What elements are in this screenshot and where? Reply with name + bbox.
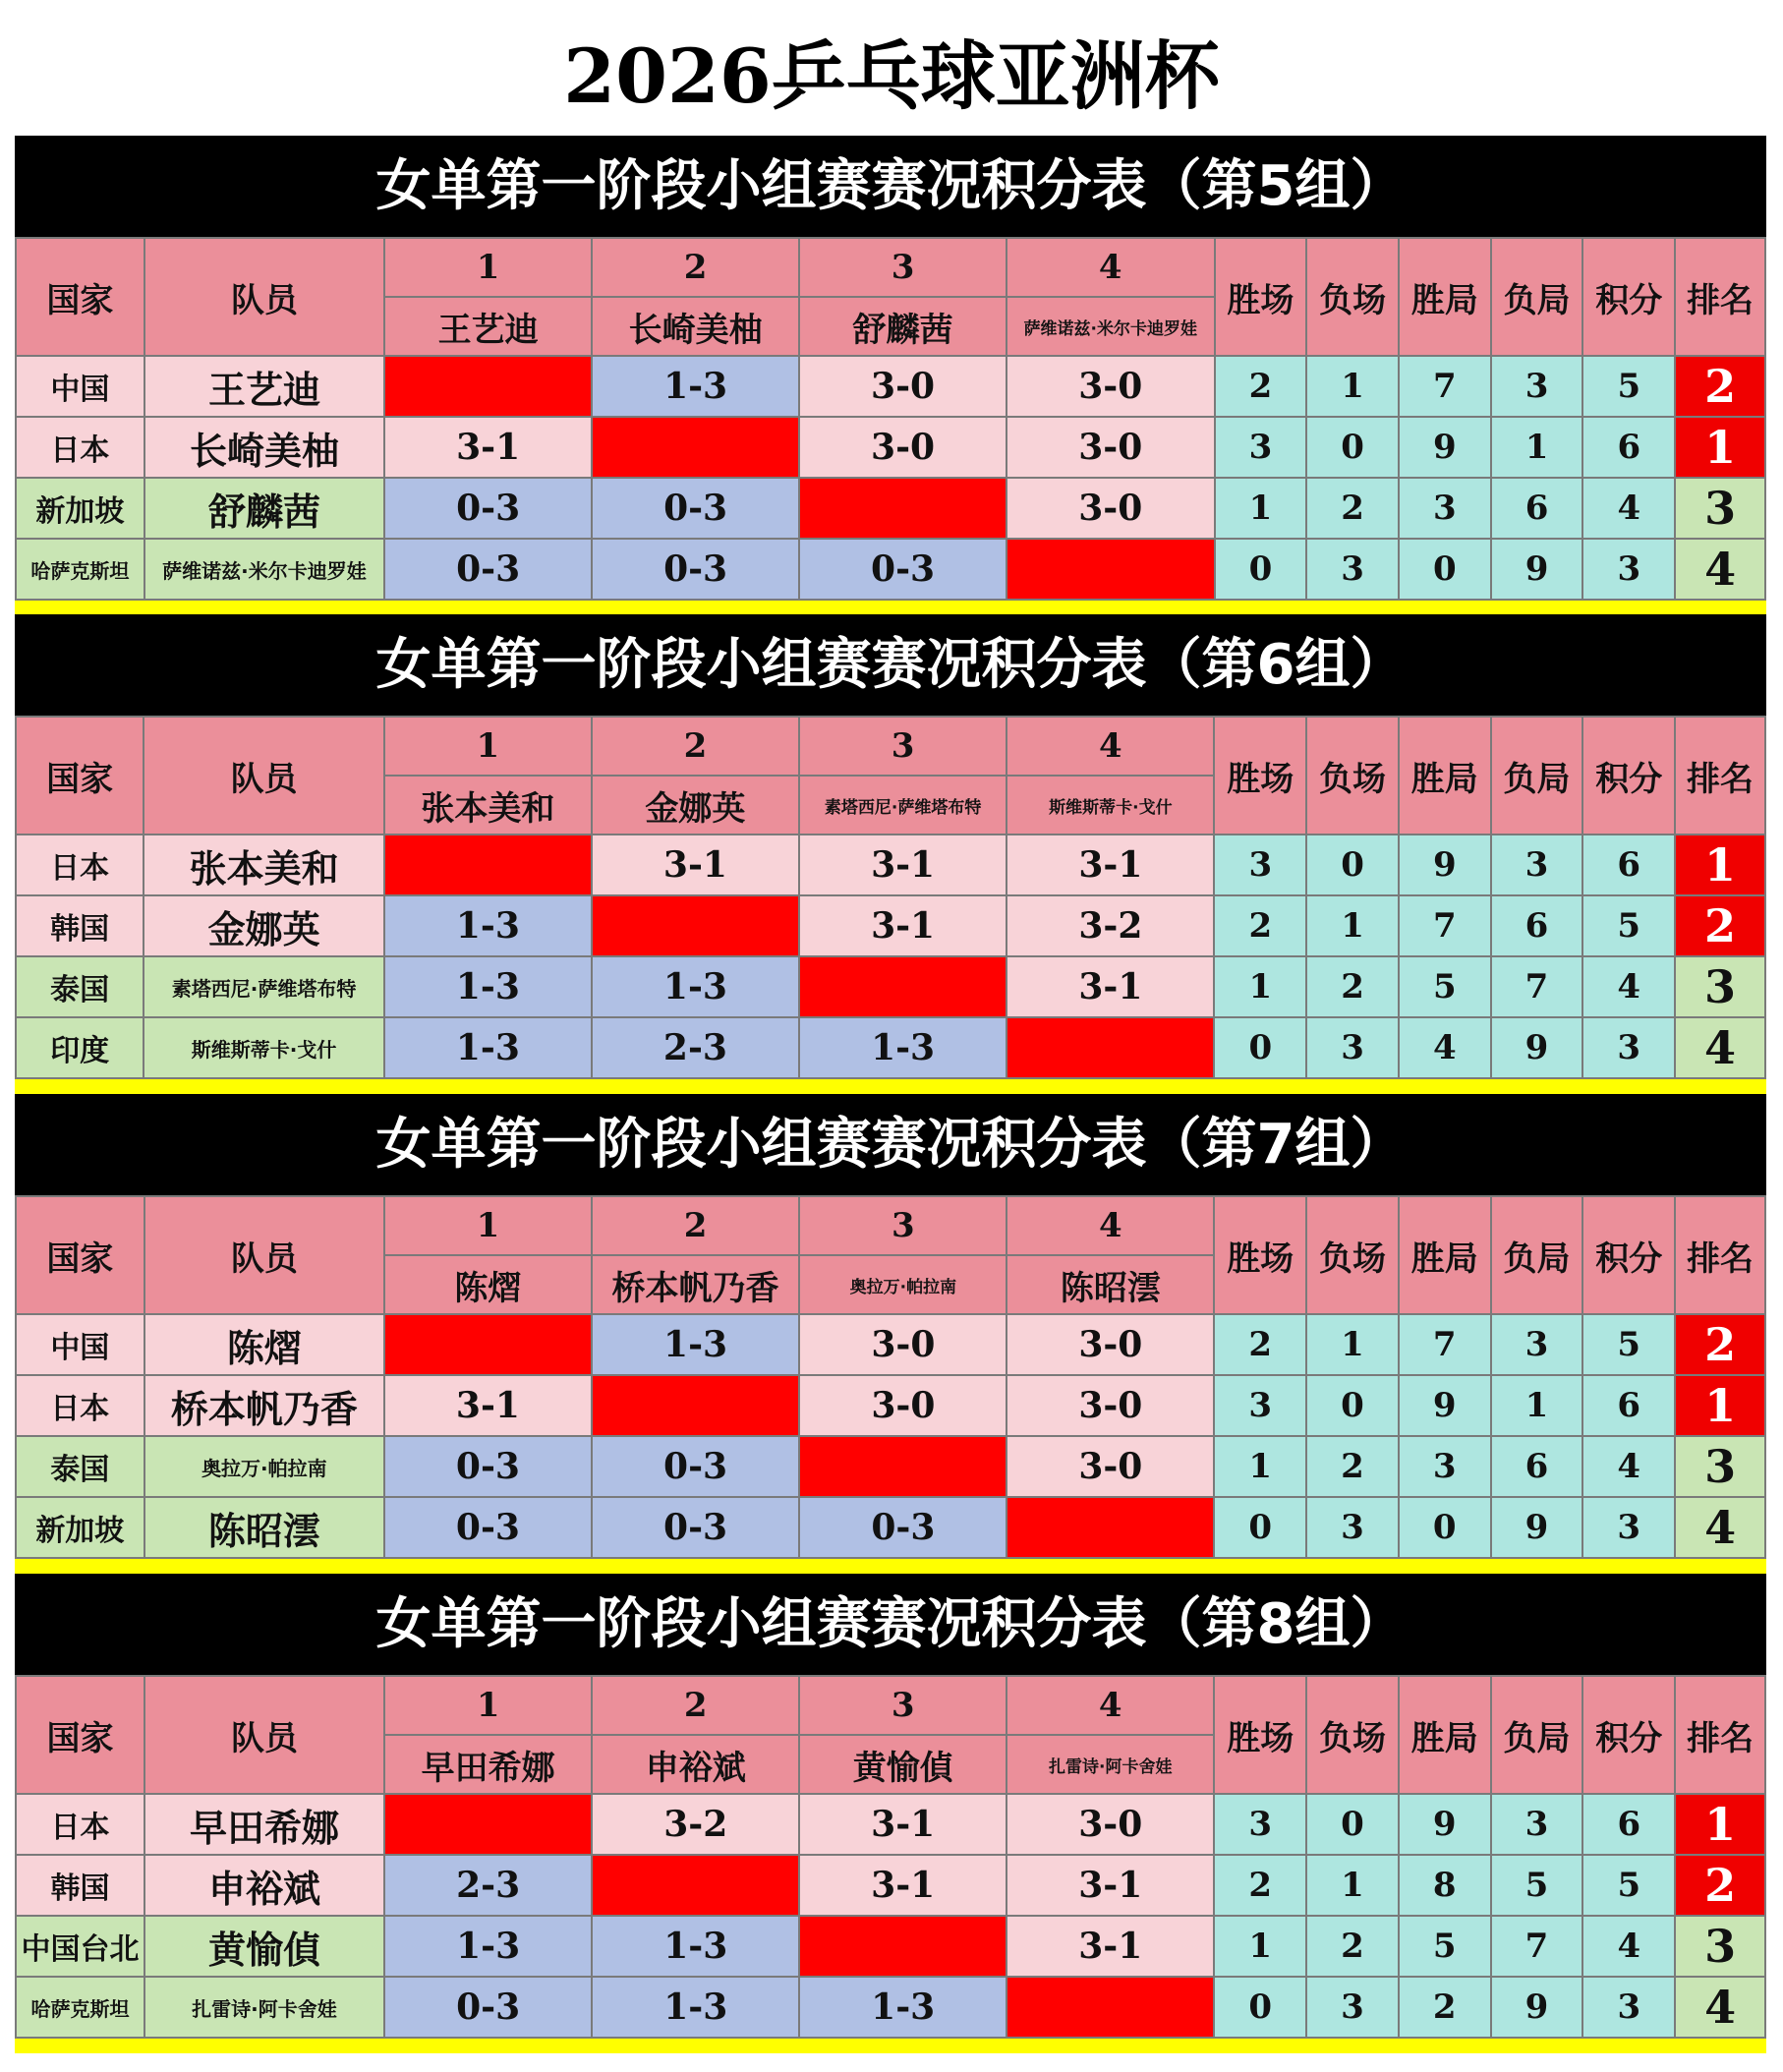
header-opponent-name: 长崎美柚 — [592, 297, 799, 356]
header-opponent-name: 扎雷诗·阿卡舍娃 — [1007, 1735, 1214, 1794]
stat-cell: 3 — [1491, 1314, 1583, 1375]
player-cell: 早田希娜 — [144, 1794, 384, 1855]
stat-cell: 9 — [1491, 1977, 1583, 2038]
section-divider — [15, 2039, 1766, 2053]
rank-cell: 4 — [1675, 1017, 1765, 1078]
player-cell: 金娜英 — [144, 895, 383, 956]
rank-cell: 3 — [1675, 1916, 1765, 1977]
table-row — [16, 835, 1765, 895]
header-opponent-number: 4 — [1007, 717, 1214, 776]
table-row — [16, 1436, 1765, 1497]
score-cell: 3-1 — [592, 835, 799, 895]
stat-cell: 6 — [1582, 1794, 1675, 1855]
header-stat-2: 负场 — [1306, 717, 1399, 835]
score-cell: 1-3 — [592, 1916, 799, 1977]
stat-cell: 3 — [1582, 1017, 1675, 1078]
player-cell: 王艺迪 — [144, 356, 385, 417]
header-opponent-name: 王艺迪 — [384, 297, 592, 356]
stat-cell: 6 — [1491, 1436, 1583, 1497]
header-stat-4: 负局 — [1491, 1196, 1583, 1314]
stat-cell: 9 — [1491, 1497, 1583, 1558]
score-cell: 1-3 — [592, 1314, 800, 1375]
stat-cell: 0 — [1214, 1497, 1306, 1558]
score-cell: 0-3 — [592, 539, 799, 600]
score-cell: 0-3 — [384, 1436, 592, 1497]
score-cell: 3-1 — [799, 1855, 1007, 1916]
header-opponent-number: 4 — [1007, 1676, 1214, 1735]
stat-cell: 6 — [1491, 478, 1583, 539]
rank-cell: 1 — [1675, 417, 1765, 478]
self-match-cell — [1007, 1017, 1214, 1078]
stat-cell: 3 — [1582, 1977, 1675, 2038]
score-cell: 3-0 — [1007, 478, 1215, 539]
stat-cell: 1 — [1306, 356, 1399, 417]
table-row — [16, 1977, 1765, 2038]
table-row — [16, 417, 1765, 478]
header-opponent-number: 2 — [592, 238, 799, 297]
country-cell: 中国台北 — [16, 1916, 144, 1977]
table-row — [16, 895, 1765, 956]
score-cell: 1-3 — [799, 1017, 1007, 1078]
stat-cell: 6 — [1582, 417, 1675, 478]
stat-cell: 9 — [1399, 417, 1491, 478]
stat-cell: 0 — [1306, 417, 1399, 478]
table-row — [16, 1314, 1765, 1375]
score-cell: 3-1 — [799, 1794, 1007, 1855]
stat-cell: 1 — [1491, 1375, 1583, 1436]
table-row — [16, 1497, 1765, 1558]
stat-cell: 2 — [1214, 895, 1306, 956]
table-row — [16, 1017, 1765, 1078]
country-cell: 哈萨克斯坦 — [16, 539, 144, 600]
stat-cell: 3 — [1214, 835, 1306, 895]
stat-cell: 4 — [1582, 1916, 1675, 1977]
stat-cell: 2 — [1306, 1916, 1399, 1977]
self-match-cell — [384, 835, 592, 895]
stat-cell: 3 — [1399, 1436, 1491, 1497]
section-divider — [15, 1559, 1766, 1574]
stat-cell: 0 — [1214, 1017, 1306, 1078]
score-cell: 0-3 — [799, 1497, 1007, 1558]
header-stat-2: 负场 — [1306, 238, 1399, 356]
header-country: 国家 — [16, 1676, 144, 1794]
stat-cell: 4 — [1399, 1017, 1491, 1078]
country-cell: 日本 — [16, 417, 144, 478]
rank-cell: 4 — [1675, 1497, 1765, 1558]
country-cell: 日本 — [16, 1375, 144, 1436]
rank-cell: 4 — [1675, 539, 1765, 600]
score-cell: 0-3 — [384, 1977, 592, 2038]
player-cell: 奥拉万·帕拉南 — [144, 1436, 384, 1497]
header-stat-4: 负局 — [1491, 1676, 1583, 1794]
score-cell: 3-0 — [799, 417, 1007, 478]
stat-cell: 9 — [1491, 539, 1583, 600]
standings-table — [15, 1675, 1766, 2039]
self-match-cell — [799, 478, 1007, 539]
score-cell: 2-3 — [384, 1855, 592, 1916]
header-stat-3: 胜局 — [1399, 238, 1491, 356]
player-cell: 黄愉偵 — [144, 1916, 384, 1977]
country-cell: 印度 — [16, 1017, 144, 1078]
player-cell: 张本美和 — [144, 835, 383, 895]
stat-cell: 0 — [1399, 1497, 1491, 1558]
header-opponent-name: 桥本帆乃香 — [592, 1255, 800, 1314]
standings-table — [15, 716, 1766, 1079]
stat-cell: 6 — [1582, 1375, 1675, 1436]
stat-cell: 3 — [1491, 1794, 1583, 1855]
score-cell: 3-1 — [1007, 835, 1214, 895]
country-cell: 泰国 — [16, 1436, 144, 1497]
player-cell: 长崎美柚 — [144, 417, 385, 478]
score-cell: 3-0 — [1007, 1436, 1214, 1497]
player-cell: 萨维诺兹·米尔卡迪罗娃 — [144, 539, 385, 600]
table-row — [16, 356, 1765, 417]
rank-cell: 2 — [1675, 1855, 1765, 1916]
stat-cell: 5 — [1399, 1916, 1491, 1977]
header-stat-2: 负场 — [1306, 1196, 1399, 1314]
stat-cell: 3 — [1306, 1977, 1399, 2038]
table-row — [16, 478, 1765, 539]
header-opponent-number: 3 — [799, 717, 1007, 776]
stat-cell: 8 — [1399, 1855, 1491, 1916]
header-country: 国家 — [16, 1196, 144, 1314]
header-opponent-name: 舒麟茜 — [799, 297, 1007, 356]
country-cell: 中国 — [16, 1314, 144, 1375]
table-row — [16, 1916, 1765, 1977]
header-opponent-name: 奥拉万·帕拉南 — [799, 1255, 1007, 1314]
score-cell: 1-3 — [384, 895, 592, 956]
self-match-cell — [799, 1436, 1007, 1497]
standings-table — [15, 237, 1766, 601]
header-opponent-number: 3 — [799, 1676, 1007, 1735]
table-row — [16, 1375, 1765, 1436]
header-player: 队员 — [144, 1196, 384, 1314]
stat-cell: 4 — [1582, 956, 1675, 1017]
score-cell: 3-0 — [1007, 1314, 1214, 1375]
stat-cell: 1 — [1214, 1916, 1306, 1977]
stat-cell: 2 — [1214, 1855, 1306, 1916]
stat-cell: 3 — [1306, 1017, 1399, 1078]
standings-table — [15, 1195, 1766, 1559]
score-cell: 1-3 — [384, 1017, 592, 1078]
stat-cell: 9 — [1399, 1375, 1491, 1436]
stat-cell: 2 — [1399, 1977, 1491, 2038]
score-cell: 3-1 — [384, 417, 592, 478]
score-cell: 3-1 — [1007, 956, 1214, 1017]
stat-cell: 2 — [1215, 356, 1307, 417]
country-cell: 哈萨克斯坦 — [16, 1977, 144, 2038]
header-opponent-name: 黄愉偵 — [799, 1735, 1007, 1794]
score-cell: 3-1 — [1007, 1855, 1214, 1916]
stat-cell: 2 — [1306, 478, 1399, 539]
header-stat-1: 胜场 — [1214, 1676, 1306, 1794]
header-player: 队员 — [144, 717, 383, 835]
country-cell: 泰国 — [16, 956, 144, 1017]
header-stat-6: 排名 — [1675, 1676, 1765, 1794]
table-row — [16, 1794, 1765, 1855]
header-country: 国家 — [16, 717, 144, 835]
player-cell: 扎雷诗·阿卡舍娃 — [144, 1977, 384, 2038]
group-5-section — [15, 136, 1766, 615]
header-opponent-name: 张本美和 — [384, 776, 592, 835]
score-cell: 3-0 — [1007, 1375, 1214, 1436]
player-cell: 素塔西尼·萨维塔布特 — [144, 956, 383, 1017]
score-cell: 3-0 — [799, 1314, 1007, 1375]
player-cell: 斯维斯蒂卡·戈什 — [144, 1017, 383, 1078]
score-cell: 1-3 — [799, 1977, 1007, 2038]
header-opponent-number: 2 — [592, 1676, 799, 1735]
score-cell: 0-3 — [592, 1436, 800, 1497]
country-cell: 新加坡 — [16, 1497, 144, 1558]
header-player: 队员 — [144, 238, 385, 356]
group-6-section — [15, 614, 1766, 1094]
table-row — [16, 1855, 1765, 1916]
stat-cell: 0 — [1214, 1977, 1306, 2038]
stat-cell: 0 — [1306, 1794, 1399, 1855]
header-stat-4: 负局 — [1491, 238, 1583, 356]
stat-cell: 3 — [1582, 539, 1675, 600]
score-cell: 1-3 — [384, 1916, 592, 1977]
stat-cell: 3 — [1215, 417, 1307, 478]
score-cell: 1-3 — [592, 1977, 799, 2038]
score-cell: 0-3 — [384, 1497, 592, 1558]
score-cell: 0-3 — [384, 478, 592, 539]
header-opponent-name: 素塔西尼·萨维塔布特 — [799, 776, 1007, 835]
stat-cell: 5 — [1399, 956, 1491, 1017]
score-cell: 3-0 — [1007, 356, 1215, 417]
stat-cell: 7 — [1399, 356, 1491, 417]
header-opponent-number: 1 — [384, 1676, 592, 1735]
header-opponent-number: 4 — [1007, 1196, 1214, 1255]
header-stat-1: 胜场 — [1214, 717, 1306, 835]
stat-cell: 2 — [1306, 956, 1399, 1017]
score-cell: 1-3 — [384, 956, 592, 1017]
header-stat-5: 积分 — [1582, 1196, 1675, 1314]
stat-cell: 6 — [1491, 895, 1583, 956]
self-match-cell — [1007, 539, 1215, 600]
score-cell: 3-1 — [1007, 1916, 1214, 1977]
rank-cell: 2 — [1675, 895, 1765, 956]
score-cell: 3-0 — [799, 1375, 1007, 1436]
rank-cell: 3 — [1675, 956, 1765, 1017]
country-cell: 韩国 — [16, 895, 144, 956]
stat-cell: 2 — [1214, 1314, 1306, 1375]
rank-cell: 1 — [1675, 1375, 1765, 1436]
stat-cell: 1 — [1214, 1436, 1306, 1497]
group-banner: 女单第一阶段小组赛赛况积分表（第6组） — [15, 614, 1766, 716]
self-match-cell — [592, 895, 799, 956]
score-cell: 3-0 — [1007, 417, 1215, 478]
stat-cell: 1 — [1306, 1855, 1399, 1916]
stat-cell: 9 — [1399, 835, 1491, 895]
stat-cell: 6 — [1582, 835, 1675, 895]
table-row — [16, 539, 1765, 600]
score-cell: 0-3 — [799, 539, 1007, 600]
header-opponent-name: 萨维诺兹·米尔卡迪罗娃 — [1007, 297, 1215, 356]
player-cell: 陈熠 — [144, 1314, 384, 1375]
header-opponent-number: 2 — [592, 1196, 800, 1255]
stat-cell: 3 — [1214, 1375, 1306, 1436]
stat-cell: 5 — [1582, 895, 1675, 956]
header-opponent-number: 3 — [799, 1196, 1007, 1255]
stat-cell: 3 — [1491, 835, 1583, 895]
header-opponent-name: 陈熠 — [384, 1255, 592, 1314]
score-cell: 3-0 — [799, 356, 1007, 417]
player-cell: 舒麟茜 — [144, 478, 385, 539]
self-match-cell — [799, 1916, 1007, 1977]
header-stat-5: 积分 — [1582, 717, 1675, 835]
header-country: 国家 — [16, 238, 144, 356]
stat-cell: 5 — [1582, 1855, 1675, 1916]
stat-cell: 3 — [1306, 1497, 1399, 1558]
header-opponent-number: 2 — [592, 717, 799, 776]
score-cell: 0-3 — [384, 539, 592, 600]
stat-cell: 7 — [1399, 895, 1491, 956]
header-opponent-number: 1 — [384, 717, 592, 776]
stat-cell: 3 — [1306, 539, 1399, 600]
group-8-section — [15, 1574, 1766, 2053]
score-cell: 3-2 — [592, 1794, 799, 1855]
stat-cell: 1 — [1215, 478, 1307, 539]
country-cell: 中国 — [16, 356, 144, 417]
score-cell: 2-3 — [592, 1017, 799, 1078]
stat-cell: 7 — [1399, 1314, 1491, 1375]
header-stat-5: 积分 — [1582, 238, 1675, 356]
header-stat-3: 胜局 — [1399, 1196, 1491, 1314]
header-stat-1: 胜场 — [1215, 238, 1307, 356]
header-opponent-name: 金娜英 — [592, 776, 799, 835]
page-title: 2026乒乓球亚洲杯 — [563, 32, 1220, 120]
header-opponent-number: 3 — [799, 238, 1007, 297]
score-cell: 3-1 — [799, 835, 1007, 895]
group-banner: 女单第一阶段小组赛赛况积分表（第8组） — [15, 1574, 1766, 1675]
group-banner: 女单第一阶段小组赛赛况积分表（第5组） — [15, 136, 1766, 237]
score-cell: 3-1 — [384, 1375, 592, 1436]
stat-cell: 2 — [1306, 1436, 1399, 1497]
self-match-cell — [384, 1794, 592, 1855]
self-match-cell — [799, 956, 1007, 1017]
header-opponent-number: 1 — [384, 1196, 592, 1255]
stat-cell: 7 — [1491, 1916, 1583, 1977]
score-cell: 3-1 — [799, 895, 1007, 956]
header-player: 队员 — [144, 1676, 384, 1794]
stat-cell: 1 — [1214, 956, 1306, 1017]
self-match-cell — [384, 1314, 592, 1375]
stat-cell: 0 — [1215, 539, 1307, 600]
self-match-cell — [592, 1375, 800, 1436]
stat-cell: 0 — [1399, 539, 1491, 600]
header-opponent-name: 申裕斌 — [592, 1735, 799, 1794]
header-stat-6: 排名 — [1675, 1196, 1765, 1314]
header-stat-6: 排名 — [1675, 717, 1765, 835]
header-opponent-name: 早田希娜 — [384, 1735, 592, 1794]
rank-cell: 4 — [1675, 1977, 1765, 2038]
header-stat-1: 胜场 — [1214, 1196, 1306, 1314]
rank-cell: 1 — [1675, 1794, 1765, 1855]
section-divider — [15, 1079, 1766, 1094]
rank-cell: 2 — [1675, 1314, 1765, 1375]
self-match-cell — [1007, 1977, 1214, 2038]
country-cell: 日本 — [16, 1794, 144, 1855]
rank-cell: 3 — [1675, 1436, 1765, 1497]
country-cell: 日本 — [16, 835, 144, 895]
stat-cell: 3 — [1582, 1497, 1675, 1558]
score-cell: 0-3 — [592, 478, 799, 539]
score-cell: 3-2 — [1007, 895, 1214, 956]
stat-cell: 9 — [1399, 1794, 1491, 1855]
header-stat-3: 胜局 — [1399, 717, 1491, 835]
score-cell: 3-0 — [1007, 1794, 1214, 1855]
header-stat-5: 积分 — [1582, 1676, 1675, 1794]
header-stat-2: 负场 — [1306, 1676, 1399, 1794]
stat-cell: 1 — [1306, 895, 1399, 956]
section-divider — [15, 601, 1766, 615]
self-match-cell — [592, 1855, 799, 1916]
header-opponent-number: 1 — [384, 238, 592, 297]
stat-cell: 5 — [1491, 1855, 1583, 1916]
stat-cell: 4 — [1582, 1436, 1675, 1497]
rank-cell: 1 — [1675, 835, 1765, 895]
header-stat-3: 胜局 — [1399, 1676, 1491, 1794]
group-banner: 女单第一阶段小组赛赛况积分表（第7组） — [15, 1094, 1766, 1195]
self-match-cell — [384, 356, 592, 417]
player-cell: 申裕斌 — [144, 1855, 384, 1916]
stat-cell: 3 — [1399, 478, 1491, 539]
rank-cell: 3 — [1675, 478, 1765, 539]
table-row — [16, 956, 1765, 1017]
country-cell: 韩国 — [16, 1855, 144, 1916]
header-stat-6: 排名 — [1675, 238, 1765, 356]
stat-cell: 9 — [1491, 1017, 1583, 1078]
stat-cell: 4 — [1582, 478, 1675, 539]
score-cell: 1-3 — [592, 356, 799, 417]
player-cell: 桥本帆乃香 — [144, 1375, 384, 1436]
stat-cell: 0 — [1306, 835, 1399, 895]
stat-cell: 1 — [1491, 417, 1583, 478]
stat-cell: 1 — [1306, 1314, 1399, 1375]
player-cell: 陈昭澐 — [144, 1497, 384, 1558]
stat-cell: 5 — [1582, 1314, 1675, 1375]
stat-cell: 0 — [1306, 1375, 1399, 1436]
self-match-cell — [592, 417, 799, 478]
stat-cell: 3 — [1491, 356, 1583, 417]
header-opponent-name: 斯维斯蒂卡·戈什 — [1007, 776, 1214, 835]
header-stat-4: 负局 — [1491, 717, 1583, 835]
stat-cell: 5 — [1582, 356, 1675, 417]
header-opponent-number: 4 — [1007, 238, 1215, 297]
country-cell: 新加坡 — [16, 478, 144, 539]
score-cell: 0-3 — [592, 1497, 800, 1558]
self-match-cell — [1007, 1497, 1214, 1558]
stat-cell: 3 — [1214, 1794, 1306, 1855]
group-7-section — [15, 1094, 1766, 1574]
rank-cell: 2 — [1675, 356, 1765, 417]
stat-cell: 7 — [1491, 956, 1583, 1017]
score-cell: 1-3 — [592, 956, 799, 1017]
header-opponent-name: 陈昭澐 — [1007, 1255, 1214, 1314]
